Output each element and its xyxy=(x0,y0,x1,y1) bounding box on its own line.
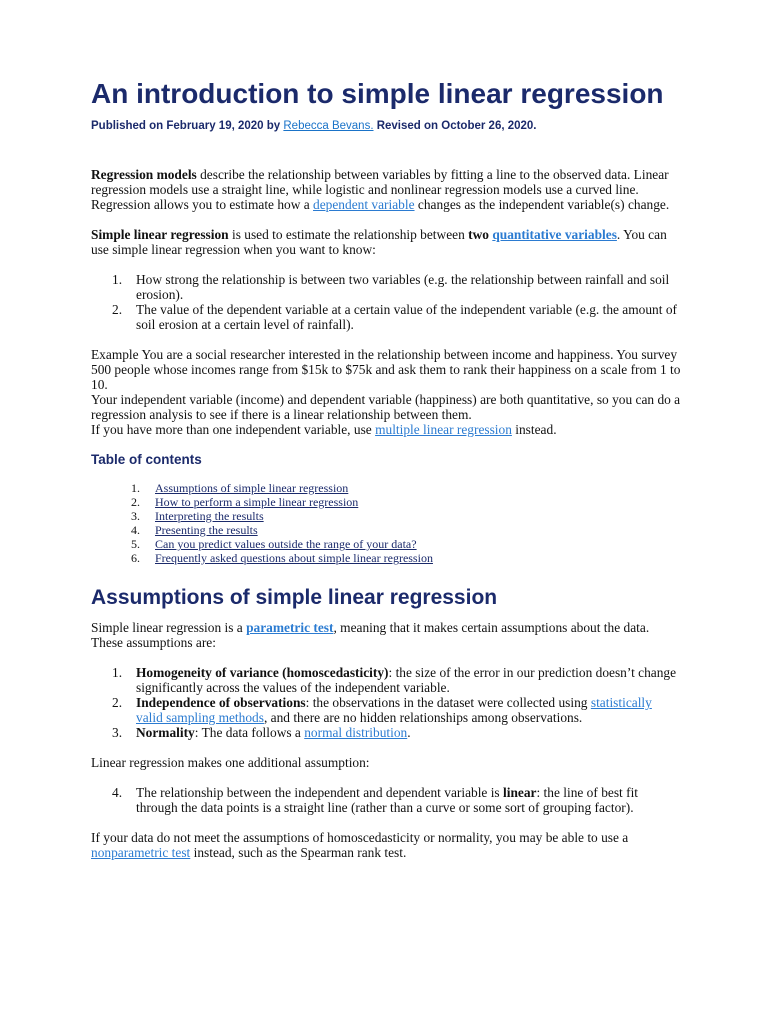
toc-number: 6. xyxy=(131,551,140,565)
simple-text-a: is used to estimate the relationship between xyxy=(228,227,469,242)
toc-item xyxy=(91,523,681,537)
sampling-methods-link[interactable]: statistically valid sampling methods xyxy=(136,695,652,725)
simple-regression-paragraph xyxy=(91,227,681,257)
published-date: Published on February 19, 2020 by xyxy=(91,120,284,132)
toc-link-predict-values[interactable]: Can you predict values outside the range of your data? xyxy=(155,537,417,551)
closing-paragraph xyxy=(91,830,681,860)
toc-item xyxy=(91,481,681,495)
list-text: The value of the dependent variable at a certain value of the independent variable (e.g. the amount of soil erosion at a certain level of rainfall). xyxy=(136,302,677,332)
assumption-text: , and there are no hidden relationships among observations. xyxy=(263,710,583,725)
list-number: 1. xyxy=(112,665,123,680)
simple-text-b: . You can use simple linear regression when you want to know: xyxy=(91,227,667,257)
additional-assumption-text: Linear regression makes one additional assumption: xyxy=(91,755,370,770)
toc-link-assumptions[interactable]: Assumptions of simple linear regression xyxy=(155,481,349,495)
list-item xyxy=(91,785,681,815)
list-item xyxy=(91,695,681,725)
closing-text-b: instead, such as the Spearman rank test. xyxy=(190,845,407,860)
normal-distribution-link[interactable]: normal distribution xyxy=(304,725,408,740)
linear-term: linear xyxy=(503,785,537,800)
example-text-a: If you have more than one independent variable, use xyxy=(91,422,376,437)
assumptions-intro-b: , meaning that it makes certain assumptions about the data. These assumptions are: xyxy=(91,620,650,650)
nonparametric-test-link[interactable]: nonparametric test xyxy=(91,845,191,860)
author-link[interactable]: Rebecca Bevans. xyxy=(283,120,374,132)
page-title: An introduction to simple linear regression xyxy=(91,78,664,109)
toc-item xyxy=(91,509,681,523)
multiple-linear-regression-link[interactable]: multiple linear regression xyxy=(375,422,512,437)
assumptions-intro-a: Simple linear regression is a xyxy=(91,620,247,635)
revised-date: Revised on October 26, 2020. xyxy=(373,120,537,132)
publication-meta xyxy=(91,119,681,134)
example-text-b: instead. xyxy=(511,422,557,437)
simple-linear-regression-term: Simple linear regression xyxy=(91,227,229,242)
list-text: How strong the relationship is between two variables (e.g. the relationship between rainfall and soil erosion). xyxy=(136,272,670,302)
additional-assumption-list xyxy=(91,785,681,815)
example-line: Example You are a social researcher interested in the relationship between income and happiness. You survey 500 people whose incomes range from $15k to $75k and ask them to rank their happiness on a scale from 1 to 10. xyxy=(91,347,681,392)
assumption-text: : the observations in the dataset were collected using xyxy=(305,695,591,710)
list-number: 1. xyxy=(112,272,123,287)
toc-link-presenting[interactable]: Presenting the results xyxy=(155,523,258,537)
toc-number: 1. xyxy=(131,481,140,495)
assumption-text: . xyxy=(407,725,411,740)
article xyxy=(91,78,681,860)
table-of-contents xyxy=(91,481,681,565)
intro-paragraph xyxy=(91,167,681,212)
toc-link-how-to-perform[interactable]: How to perform a simple linear regression xyxy=(155,495,359,509)
toc-link-faq[interactable]: Frequently asked questions about simple linear regression xyxy=(155,551,433,565)
assumption-term: Homogeneity of variance (homoscedasticity) xyxy=(136,665,389,680)
toc-number: 4. xyxy=(131,523,140,537)
assumption-text: : the line of best fit through the data points is a straight line (rather than a curve or some sort of grouping factor). xyxy=(136,785,639,815)
list-number: 2. xyxy=(112,302,123,317)
use-case-list xyxy=(91,272,681,332)
list-item xyxy=(91,725,681,740)
toc-link-interpreting[interactable]: Interpreting the results xyxy=(155,509,264,523)
intro-text-b: changes as the independent variable(s) change. xyxy=(414,197,670,212)
example-block xyxy=(91,347,681,437)
quantitative-variables-link[interactable]: quantitative variables xyxy=(492,227,617,242)
toc-heading: Table of contents xyxy=(91,452,202,467)
toc-number: 5. xyxy=(131,537,140,551)
two-term: two xyxy=(468,227,489,242)
assumptions-heading: Assumptions of simple linear regression xyxy=(91,586,498,609)
assumption-text: : The data follows a xyxy=(194,725,305,740)
assumption-term: Independence of observations xyxy=(136,695,306,710)
intro-text-a: describe the relationship between variables by fitting a line to the observed data. Linear regression models use a straight line, while logistic and nonlinear regression models use a curved line. Regression allows you to estimate how a xyxy=(91,167,669,212)
toc-item xyxy=(91,551,681,565)
assumption-text: The relationship between the independent and dependent variable is xyxy=(136,785,503,800)
assumptions-list xyxy=(91,665,681,740)
list-item xyxy=(91,302,681,332)
list-item xyxy=(91,272,681,302)
list-item xyxy=(91,665,681,695)
example-line: Your independent variable (income) and dependent variable (happiness) are both quantitative, so you can do a regression analysis to see if there is a linear relationship between them. xyxy=(91,392,681,422)
example-line xyxy=(91,422,681,437)
list-number: 3. xyxy=(112,725,123,740)
assumptions-intro xyxy=(91,620,681,650)
assumption-text: : the size of the error in our prediction doesn’t change significantly across the values of the independent variable. xyxy=(136,665,677,695)
parametric-test-link[interactable]: parametric test xyxy=(246,620,334,635)
assumption-term: Normality xyxy=(136,725,195,740)
list-number: 4. xyxy=(112,785,123,800)
list-number: 2. xyxy=(112,695,123,710)
regression-models-term: Regression models xyxy=(91,167,197,182)
toc-item xyxy=(91,495,681,509)
toc-item xyxy=(91,537,681,551)
closing-text-a: If your data do not meet the assumptions of homoscedasticity or normality, you may be able to use a xyxy=(91,830,629,845)
toc-number: 2. xyxy=(131,495,140,509)
dependent-variable-link[interactable]: dependent variable xyxy=(313,197,415,212)
toc-number: 3. xyxy=(131,509,140,523)
